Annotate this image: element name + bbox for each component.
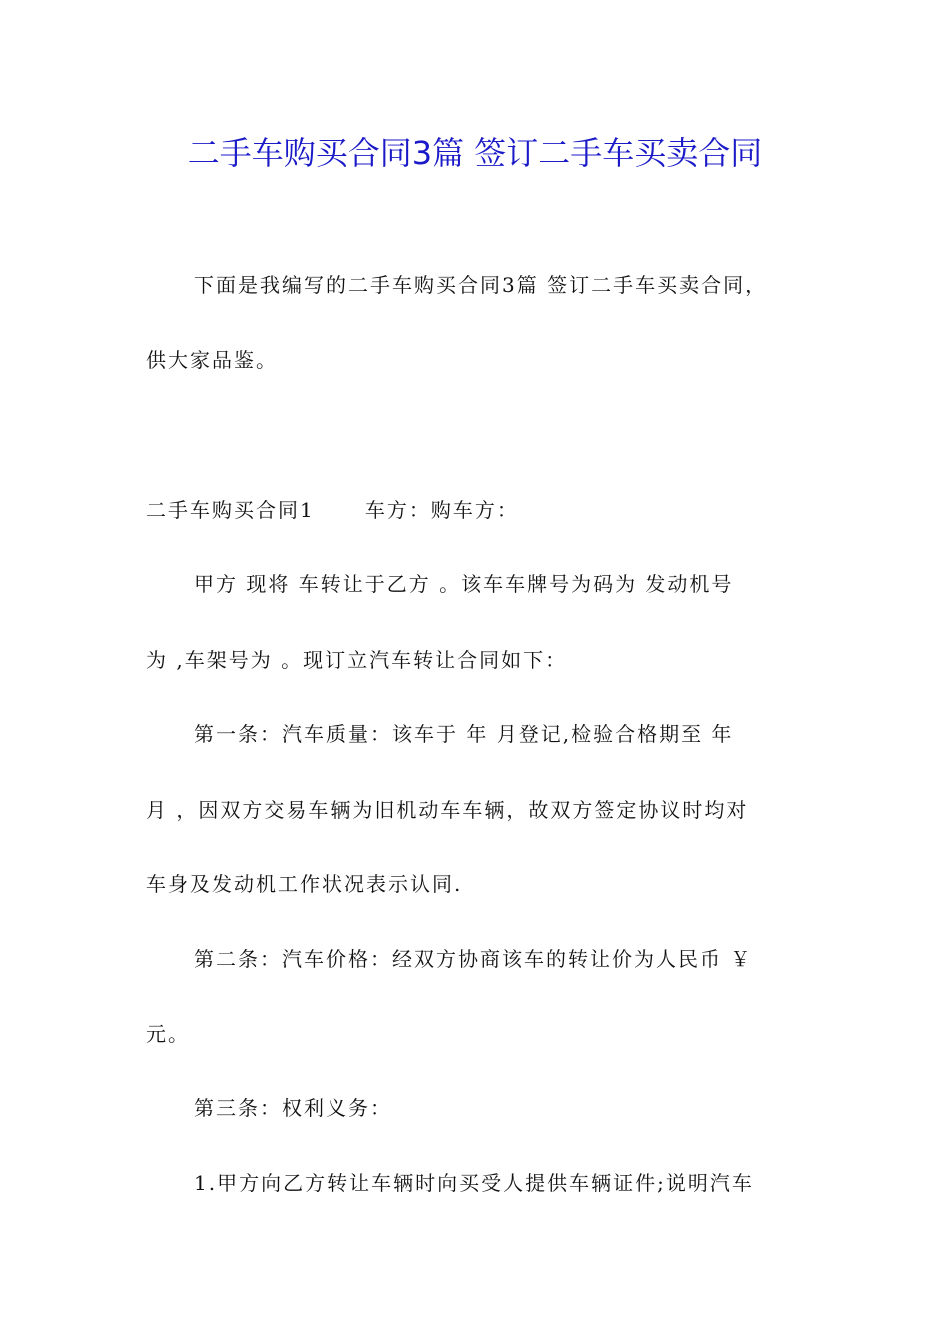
section-heading: 二手车购买合同1 车方：购车方：: [146, 498, 519, 522]
paragraph-line: 第一条：汽车质量：该车于 年 月登记,检验合格期至 年: [194, 722, 734, 746]
paragraph-line: 月 ，因双方交易车辆为旧机动车车辆，故双方签定协议时均对: [146, 798, 749, 822]
paragraph-line: 第三条：权利义务：: [194, 1096, 392, 1120]
paragraph-line: 下面是我编写的二手车购买合同3篇 签订二手车买卖合同，: [194, 273, 768, 297]
paragraph-line: 甲方 现将 车转让于乙方 。该车车牌号为码为 发动机号: [194, 572, 734, 596]
paragraph-line: 1.甲方向乙方转让车辆时向买受人提供车辆证件;说明汽车: [194, 1171, 754, 1195]
paragraph-line: 第二条：汽车价格：经双方协商该车的转让价为人民币 ￥: [194, 947, 753, 971]
paragraph-line: 为 ,车架号为 。现订立汽车转让合同如下：: [146, 648, 568, 672]
paragraph-line: 元。: [146, 1022, 190, 1046]
document-title: 二手车购买合同3篇 签订二手车买卖合同: [187, 134, 763, 172]
paragraph-line: 供大家品鉴。: [146, 348, 278, 372]
paragraph-line: 车身及发动机工作状况表示认同.: [146, 872, 463, 896]
